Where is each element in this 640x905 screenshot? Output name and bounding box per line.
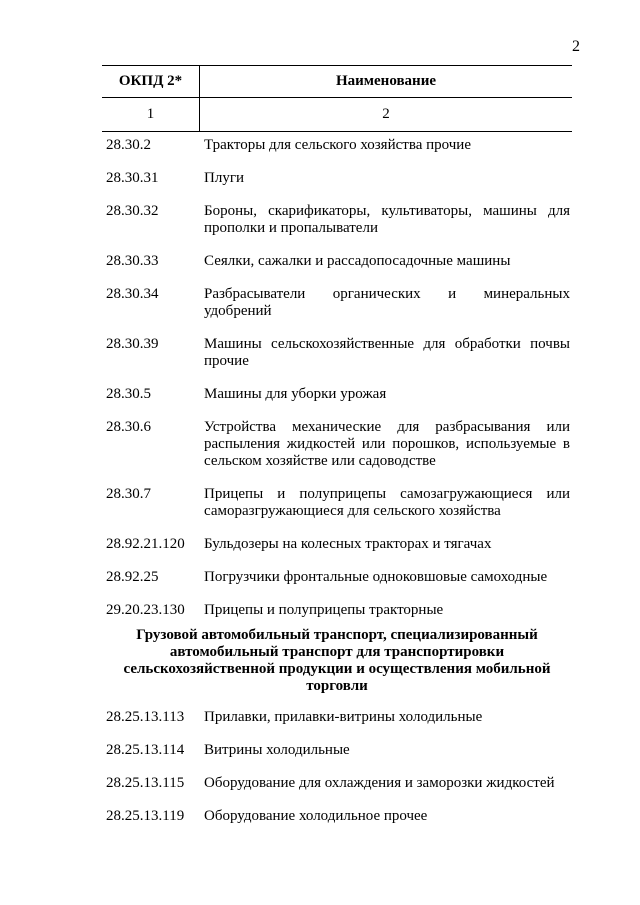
table-row [102, 386, 572, 403]
item-name: Машины для уборки урожая [204, 386, 387, 402]
header-row [102, 66, 572, 98]
okpd-code: 28.30.31 [106, 170, 159, 186]
item-name: Прицепы и полуприцепы самозагружающиеся или саморазгружающиеся для сельского хозяйства [204, 486, 570, 519]
item-name: Прицепы и полуприцепы тракторные [204, 602, 444, 618]
table-row [102, 602, 572, 619]
item-name: Витрины холодильные [204, 742, 350, 758]
table-row [102, 569, 572, 586]
item-name: Разбрасыватели органических и минеральных удобрений [204, 286, 570, 319]
table-row [102, 170, 572, 187]
item-name: Оборудование холодильное прочее [204, 808, 428, 824]
table-row [102, 536, 572, 553]
item-name: Устройства механические для разбрасывания или распыления жидкостей или порошков, используемые в сельском хозяйстве или садоводстве [204, 419, 570, 469]
table-row [102, 253, 572, 270]
table-row [102, 336, 572, 370]
table-row [102, 286, 572, 320]
table-row [102, 742, 572, 759]
table-row [102, 486, 572, 520]
okpd-code: 28.25.13.115 [106, 775, 185, 791]
okpd-code: 28.25.13.113 [106, 709, 185, 725]
table-row [102, 137, 572, 154]
header-okpd: ОКПД 2* [102, 66, 200, 97]
table-header [102, 65, 572, 132]
item-name: Тракторы для сельского хозяйства прочие [204, 137, 471, 153]
okpd-code: 28.30.39 [106, 336, 159, 352]
table-row [102, 775, 572, 792]
table-row [102, 808, 572, 825]
item-name: Бульдозеры на колесных тракторах и тягачах [204, 536, 492, 552]
header-name: Наименование [336, 73, 436, 89]
item-name: Бороны, скарификаторы, культиваторы, машины для прополки и пропалыватели [204, 203, 570, 236]
item-name: Прилавки, прилавки-витрины холодильные [204, 709, 483, 725]
table-row [102, 419, 572, 470]
okpd-code: 28.92.21.120 [106, 536, 185, 552]
item-name: Плуги [204, 170, 244, 186]
table-row [102, 709, 572, 726]
table-body [102, 137, 572, 841]
okpd-code: 28.30.33 [106, 253, 159, 269]
okpd-code: 28.30.32 [106, 203, 159, 219]
column-number-1: 1 [102, 98, 200, 131]
okpd-code: 28.25.13.114 [106, 742, 185, 758]
section-heading: Грузовой автомобильный транспорт, специализированный автомобильный транспорт для транспортировки сельскохозяйственной продукции и осуществления мобильной торговли [123, 627, 551, 694]
okpd-code: 28.30.2 [106, 137, 151, 153]
page-number: 2 [572, 38, 580, 55]
column-number-row [102, 98, 572, 132]
column-number-2: 2 [382, 106, 390, 122]
okpd-code: 28.30.5 [106, 386, 151, 402]
okpd-code: 28.30.7 [106, 486, 151, 502]
item-name: Погрузчики фронтальные одноковшовые самоходные [204, 569, 548, 585]
item-name: Машины сельскохозяйственные для обработки почвы прочие [204, 336, 570, 369]
table-row [102, 203, 572, 237]
okpd-code: 28.92.25 [106, 569, 159, 585]
okpd-code: 29.20.23.130 [106, 602, 185, 618]
item-name: Сеялки, сажалки и рассадопосадочные машины [204, 253, 511, 269]
okpd-code: 28.30.6 [106, 419, 151, 435]
okpd-code: 28.30.34 [106, 286, 159, 302]
okpd-code: 28.25.13.119 [106, 808, 185, 824]
item-name: Оборудование для охлаждения и заморозки жидкостей [204, 775, 555, 791]
